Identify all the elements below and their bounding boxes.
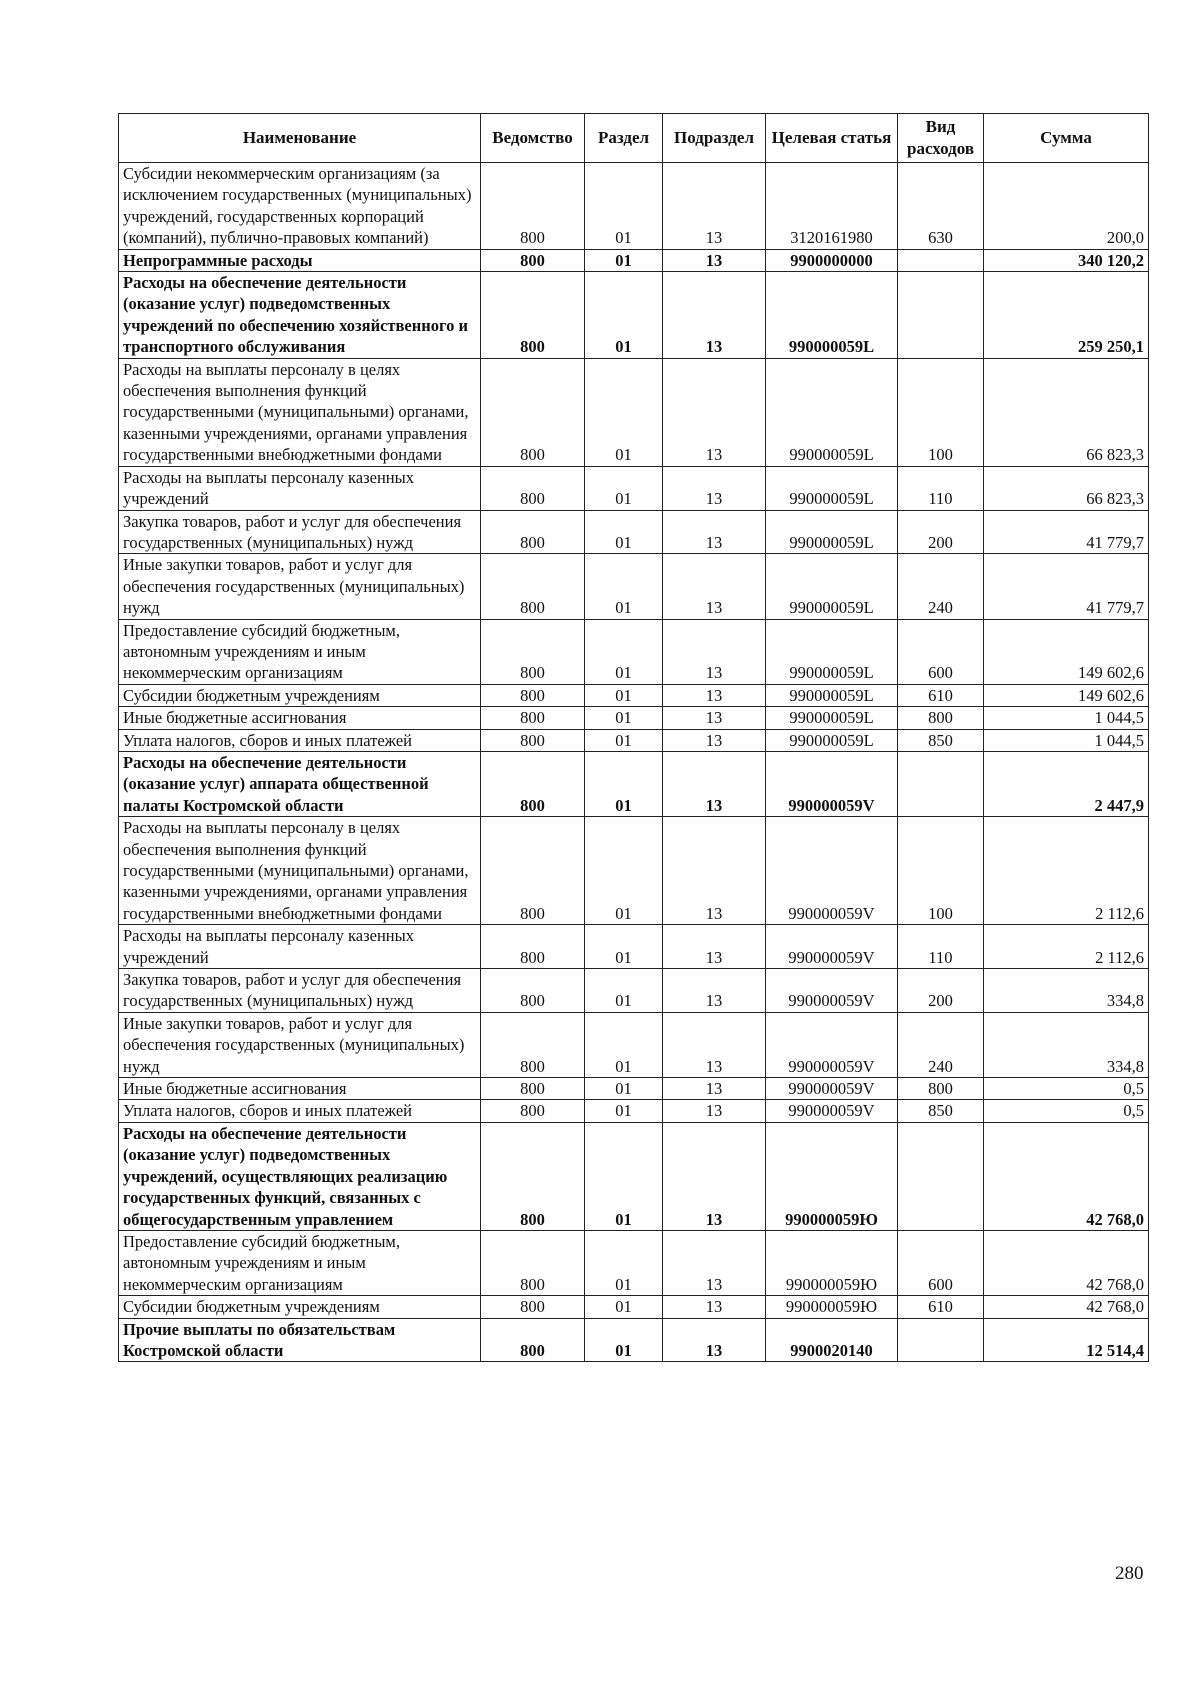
row-podrazdel: 13 [663, 1078, 766, 1100]
row-razdel: 01 [585, 1318, 663, 1362]
row-summa: 149 602,6 [984, 684, 1149, 706]
table-row [119, 272, 1149, 359]
row-celevaya-statya: 990000059L [766, 729, 898, 751]
row-name: Уплата налогов, сборов и иных платежей [119, 729, 481, 751]
row-celevaya-statya: 990000059V [766, 1078, 898, 1100]
row-summa: 66 823,3 [984, 358, 1149, 466]
row-podrazdel: 13 [663, 1318, 766, 1362]
row-celevaya-statya: 990000059L [766, 510, 898, 554]
row-celevaya-statya: 990000059V [766, 1100, 898, 1122]
row-summa: 340 120,2 [984, 249, 1149, 271]
table-row [119, 1296, 1149, 1318]
row-summa: 66 823,3 [984, 466, 1149, 510]
row-name: Иные бюджетные ассигнования [119, 1078, 481, 1100]
row-summa: 0,5 [984, 1078, 1149, 1100]
row-podrazdel: 13 [663, 1122, 766, 1230]
row-name: Субсидии бюджетным учреждениям [119, 684, 481, 706]
row-vid-rashodov: 600 [898, 1230, 984, 1295]
row-razdel: 01 [585, 466, 663, 510]
row-summa: 149 602,6 [984, 619, 1149, 684]
row-podrazdel: 13 [663, 272, 766, 359]
row-vedomstvo: 800 [481, 619, 585, 684]
row-vedomstvo: 800 [481, 249, 585, 271]
row-celevaya-statya: 990000059L [766, 707, 898, 729]
row-summa: 2 112,6 [984, 817, 1149, 925]
row-name: Субсидии бюджетным учреждениям [119, 1296, 481, 1318]
header-razdel: Раздел [585, 114, 663, 163]
table-body [119, 163, 1149, 1362]
row-vid-rashodov [898, 1122, 984, 1230]
row-celevaya-statya: 990000059V [766, 1012, 898, 1077]
row-name: Закупка товаров, работ и услуг для обеспечения государственных (муниципальных) нужд [119, 510, 481, 554]
row-vedomstvo: 800 [481, 729, 585, 751]
row-name: Расходы на выплаты персоналу казенных учреждений [119, 925, 481, 969]
table-row [119, 163, 1149, 250]
header-vid: Вид расходов [898, 114, 984, 163]
row-vid-rashodov: 800 [898, 1078, 984, 1100]
table-row [119, 817, 1149, 925]
row-razdel: 01 [585, 272, 663, 359]
row-podrazdel: 13 [663, 466, 766, 510]
row-summa: 2 112,6 [984, 925, 1149, 969]
row-razdel: 01 [585, 619, 663, 684]
row-vedomstvo: 800 [481, 1318, 585, 1362]
table-row [119, 1012, 1149, 1077]
row-summa: 334,8 [984, 1012, 1149, 1077]
row-razdel: 01 [585, 1122, 663, 1230]
row-summa: 42 768,0 [984, 1122, 1149, 1230]
table-row [119, 1230, 1149, 1295]
table-row [119, 619, 1149, 684]
row-vedomstvo: 800 [481, 272, 585, 359]
row-summa: 334,8 [984, 969, 1149, 1013]
row-name: Непрограммные расходы [119, 249, 481, 271]
row-vid-rashodov: 610 [898, 684, 984, 706]
row-vid-rashodov: 600 [898, 619, 984, 684]
row-name: Расходы на обеспечение деятельности (оказание услуг) аппарата общественной палаты Костромской области [119, 751, 481, 816]
row-podrazdel: 13 [663, 751, 766, 816]
row-vid-rashodov [898, 249, 984, 271]
row-summa: 42 768,0 [984, 1230, 1149, 1295]
table-row [119, 925, 1149, 969]
row-summa: 12 514,4 [984, 1318, 1149, 1362]
row-vedomstvo: 800 [481, 707, 585, 729]
row-razdel: 01 [585, 358, 663, 466]
row-name: Расходы на выплаты персоналу в целях обеспечения выполнения функций государственными (муниципальными) органами, казенными учреждениями, органами управления государственными внебюджетными фондами [119, 817, 481, 925]
header-podrazdel: Подраздел [663, 114, 766, 163]
row-vedomstvo: 800 [481, 969, 585, 1013]
row-summa: 41 779,7 [984, 554, 1149, 619]
row-vid-rashodov: 240 [898, 1012, 984, 1077]
row-celevaya-statya: 990000059L [766, 684, 898, 706]
row-vedomstvo: 800 [481, 1230, 585, 1295]
header-summa: Сумма [984, 114, 1149, 163]
page-number: 280 [1115, 1563, 1144, 1584]
row-vid-rashodov: 110 [898, 466, 984, 510]
row-razdel: 01 [585, 1100, 663, 1122]
table-row [119, 729, 1149, 751]
row-razdel: 01 [585, 817, 663, 925]
row-razdel: 01 [585, 751, 663, 816]
row-podrazdel: 13 [663, 1100, 766, 1122]
row-name: Закупка товаров, работ и услуг для обеспечения государственных (муниципальных) нужд [119, 969, 481, 1013]
row-razdel: 01 [585, 684, 663, 706]
row-vid-rashodov [898, 272, 984, 359]
row-name: Предоставление субсидий бюджетным, автономным учреждениям и иным некоммерческим организациям [119, 619, 481, 684]
row-vid-rashodov: 200 [898, 969, 984, 1013]
row-razdel: 01 [585, 1296, 663, 1318]
row-celevaya-statya: 990000059V [766, 751, 898, 816]
row-vedomstvo: 800 [481, 751, 585, 816]
row-celevaya-statya: 990000059L [766, 619, 898, 684]
row-vid-rashodov: 800 [898, 707, 984, 729]
row-celevaya-statya: 990000059L [766, 272, 898, 359]
row-summa: 1 044,5 [984, 707, 1149, 729]
row-celevaya-statya: 990000059V [766, 817, 898, 925]
row-vid-rashodov: 200 [898, 510, 984, 554]
row-name: Иные закупки товаров, работ и услуг для обеспечения государственных (муниципальных) нужд [119, 1012, 481, 1077]
row-podrazdel: 13 [663, 1012, 766, 1077]
row-celevaya-statya: 990000059Ю [766, 1230, 898, 1295]
row-podrazdel: 13 [663, 707, 766, 729]
budget-table [118, 113, 1149, 1362]
row-razdel: 01 [585, 1078, 663, 1100]
row-name: Прочие выплаты по обязательствам Костромской области [119, 1318, 481, 1362]
row-summa: 0,5 [984, 1100, 1149, 1122]
row-vedomstvo: 800 [481, 817, 585, 925]
row-summa: 1 044,5 [984, 729, 1149, 751]
row-razdel: 01 [585, 729, 663, 751]
table-row [119, 969, 1149, 1013]
row-summa: 200,0 [984, 163, 1149, 250]
row-name: Расходы на выплаты персоналу в целях обеспечения выполнения функций государственными (муниципальными) органами, казенными учреждениями, органами управления государственными внебюджетными фондами [119, 358, 481, 466]
row-celevaya-statya: 9900020140 [766, 1318, 898, 1362]
row-vid-rashodov: 100 [898, 817, 984, 925]
table-row [119, 751, 1149, 816]
row-vedomstvo: 800 [481, 510, 585, 554]
row-razdel: 01 [585, 707, 663, 729]
table-row [119, 249, 1149, 271]
row-celevaya-statya: 3120161980 [766, 163, 898, 250]
row-podrazdel: 13 [663, 969, 766, 1013]
row-razdel: 01 [585, 163, 663, 250]
table-row [119, 684, 1149, 706]
row-vid-rashodov: 610 [898, 1296, 984, 1318]
table-row [119, 358, 1149, 466]
row-name: Расходы на выплаты персоналу казенных учреждений [119, 466, 481, 510]
table-row [119, 707, 1149, 729]
row-name: Субсидии некоммерческим организациям (за исключением государственных (муниципальных) учреждений, государственных корпораций (компаний), публично-правовых компаний) [119, 163, 481, 250]
row-podrazdel: 13 [663, 510, 766, 554]
row-name: Уплата налогов, сборов и иных платежей [119, 1100, 481, 1122]
row-podrazdel: 13 [663, 163, 766, 250]
row-celevaya-statya: 990000059V [766, 969, 898, 1013]
row-celevaya-statya: 990000059V [766, 925, 898, 969]
row-podrazdel: 13 [663, 619, 766, 684]
row-podrazdel: 13 [663, 554, 766, 619]
row-razdel: 01 [585, 925, 663, 969]
row-name: Иные бюджетные ассигнования [119, 707, 481, 729]
header-vedomstvo: Ведомство [481, 114, 585, 163]
row-summa: 42 768,0 [984, 1296, 1149, 1318]
row-podrazdel: 13 [663, 249, 766, 271]
row-vedomstvo: 800 [481, 466, 585, 510]
row-vedomstvo: 800 [481, 554, 585, 619]
row-vid-rashodov: 630 [898, 163, 984, 250]
row-razdel: 01 [585, 249, 663, 271]
row-vedomstvo: 800 [481, 1078, 585, 1100]
row-vedomstvo: 800 [481, 1100, 585, 1122]
row-celevaya-statya: 990000059L [766, 466, 898, 510]
header-row [119, 114, 1149, 163]
row-celevaya-statya: 9900000000 [766, 249, 898, 271]
table-row [119, 510, 1149, 554]
row-vid-rashodov: 110 [898, 925, 984, 969]
row-vedomstvo: 800 [481, 684, 585, 706]
row-vid-rashodov: 100 [898, 358, 984, 466]
header-celevaya: Целевая статья [766, 114, 898, 163]
table-row [119, 554, 1149, 619]
row-vid-rashodov [898, 751, 984, 816]
row-razdel: 01 [585, 969, 663, 1013]
row-celevaya-statya: 990000059Ю [766, 1296, 898, 1318]
row-name: Иные закупки товаров, работ и услуг для обеспечения государственных (муниципальных) нужд [119, 554, 481, 619]
row-summa: 41 779,7 [984, 510, 1149, 554]
row-podrazdel: 13 [663, 1296, 766, 1318]
row-vedomstvo: 800 [481, 1012, 585, 1077]
row-name: Расходы на обеспечение деятельности (оказание услуг) подведомственных учреждений, осуществляющих реализацию государственных функций, связанных с общегосударственным управлением [119, 1122, 481, 1230]
table-row [119, 1078, 1149, 1100]
row-vedomstvo: 800 [481, 358, 585, 466]
row-vid-rashodov [898, 1318, 984, 1362]
row-celevaya-statya: 990000059L [766, 358, 898, 466]
row-podrazdel: 13 [663, 358, 766, 466]
row-vid-rashodov: 850 [898, 729, 984, 751]
row-razdel: 01 [585, 1230, 663, 1295]
row-vedomstvo: 800 [481, 925, 585, 969]
table-row [119, 466, 1149, 510]
row-vid-rashodov: 240 [898, 554, 984, 619]
row-summa: 2 447,9 [984, 751, 1149, 816]
row-celevaya-statya: 990000059L [766, 554, 898, 619]
row-podrazdel: 13 [663, 925, 766, 969]
row-razdel: 01 [585, 554, 663, 619]
row-razdel: 01 [585, 510, 663, 554]
row-vedomstvo: 800 [481, 163, 585, 250]
row-podrazdel: 13 [663, 817, 766, 925]
row-name: Расходы на обеспечение деятельности (оказание услуг) подведомственных учреждений по обеспечению хозяйственного и транспортного обслуживания [119, 272, 481, 359]
row-vedomstvo: 800 [481, 1122, 585, 1230]
row-vid-rashodov: 850 [898, 1100, 984, 1122]
row-vedomstvo: 800 [481, 1296, 585, 1318]
table-row [119, 1100, 1149, 1122]
table-row [119, 1318, 1149, 1362]
row-name: Предоставление субсидий бюджетным, автономным учреждениям и иным некоммерческим организациям [119, 1230, 481, 1295]
row-celevaya-statya: 990000059Ю [766, 1122, 898, 1230]
row-summa: 259 250,1 [984, 272, 1149, 359]
row-razdel: 01 [585, 1012, 663, 1077]
table-row [119, 1122, 1149, 1230]
row-podrazdel: 13 [663, 684, 766, 706]
row-podrazdel: 13 [663, 1230, 766, 1295]
header-name: Наименование [119, 114, 481, 163]
row-podrazdel: 13 [663, 729, 766, 751]
